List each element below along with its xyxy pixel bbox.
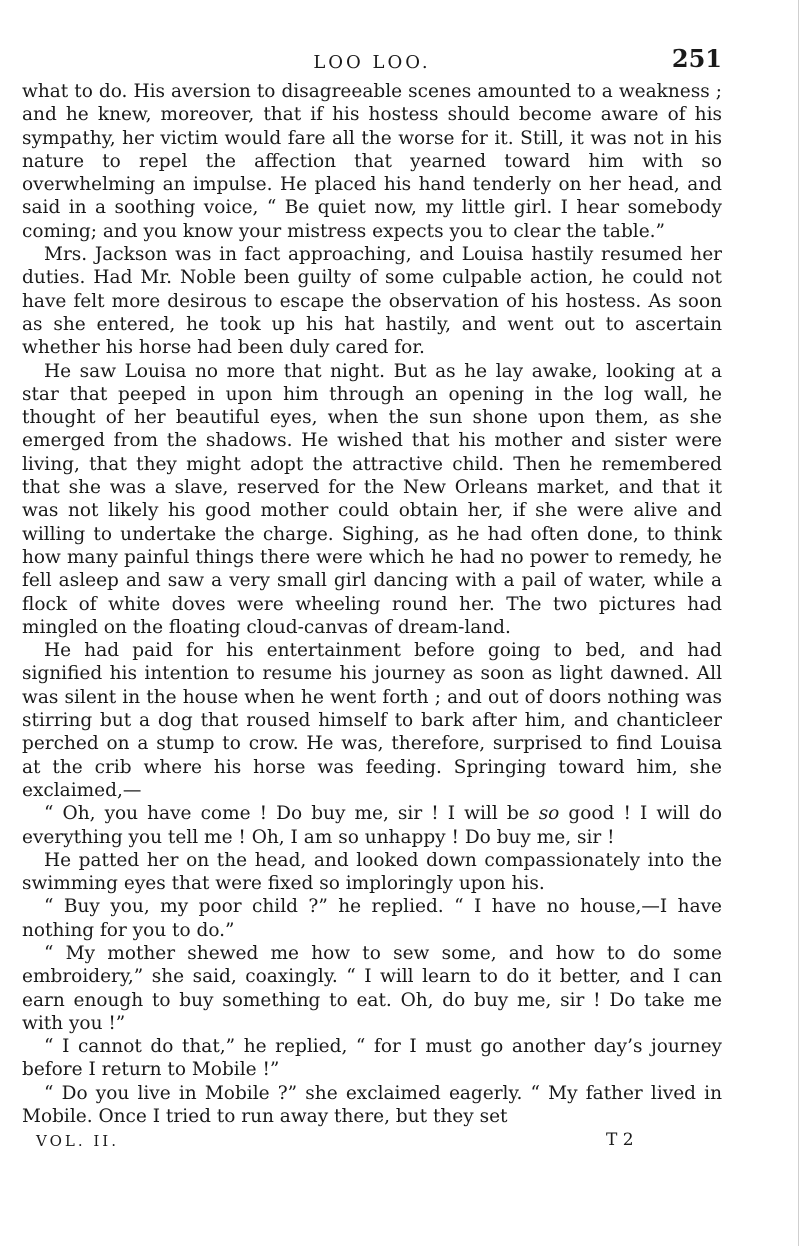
paragraph-2: Mrs. Jackson was in fact approaching, and Louisa hastily resumed her duties. Had Mr. Noble been guilty of some culpable action, he could not have felt more desirous to escape the observation of his hostess. As soon as she entered, he took up his hat hastily, and went out to ascertain whether his horse had been duly cared for. (22, 244, 722, 359)
signature-mark: T 2 (606, 1130, 634, 1151)
running-head (22, 42, 722, 80)
body-text (22, 80, 722, 1128)
page-number: 251 (671, 44, 722, 73)
paragraph-4: He had paid for his entertainment before going to bed, and had signified his intention to resume his journey as soon as light dawned. All was silent in the house when he went forth ; and out of doors nothing was stirring but a dog that roused himself to bark after him, and chanticleer perched on a stump to crow. He was, therefore, surprised to find Louisa at the crib where his horse was feeding. Springing toward him, she exclaimed,— (22, 640, 722, 801)
plea-text-end: good ! I will do everything you tell me ! Oh, I am so unhappy ! Do buy me, sir ! (22, 803, 722, 848)
page-footer (22, 1130, 722, 1154)
paragraph-9: “ I cannot do that,” he replied, “ for I must go another day’s journey before I return to Mobile !” (22, 1036, 722, 1081)
paragraph-7: “ Buy you, my poor child ?” he replied. “ I have no house,—I have nothing for you to do.” (22, 896, 722, 941)
paragraph-plea (22, 802, 722, 849)
volume-label: VOL. II. (36, 1132, 119, 1151)
plea-text-start: “ Oh, you have come ! Do buy me, sir ! I will be (44, 803, 539, 825)
page-edge-line (798, 0, 799, 1246)
book-page (22, 42, 722, 1154)
paragraph-1: what to do. His aversion to disagreeable scenes amounted to a weakness ; and he knew, moreover, that if his hostess should become aware of his sympathy, her victim would fare all the worse for it. Still, it was not in his nature to repel the affection that yearned toward him with so overwhelming an impulse. He placed his hand tenderly on her head, and said in a soothing voice, “ Be quiet now, my little girl. I hear somebody coming; and you know your mistress expects you to clear the table.” (22, 81, 722, 242)
paragraph-10: “ Do you live in Mobile ?” she exclaimed eagerly. “ My father lived in Mobile. Once I tried to run away there, but they set (22, 1082, 722, 1128)
running-title: LOO LOO. (313, 52, 431, 73)
plea-emphasis: so (538, 803, 560, 825)
paragraph-8: “ My mother shewed me how to sew some, and how to do some embroidery,” she said, coaxingly. “ I will learn to do it better, and I can earn enough to buy something to eat. Oh, do buy me, sir ! Do take me with you !” (22, 942, 722, 1034)
paragraph-6: He patted her on the head, and looked down compassionately into the swimming eyes that were fixed so imploringly upon his. (22, 849, 722, 895)
paragraph-3: He saw Louisa no more that night. But as he lay awake, looking at a star that peeped in upon him through an opening in the log wall, he thought of her beautiful eyes, when the sun shone upon them, as she emerged from the shadows. He wished that his mother and sister were living, that they might adopt the attractive child. Then he remembered that she was a slave, reserved for the New Orleans market, and that it was not likely his good mother could obtain her, if she were alive and willing to undertake the charge. Sighing, as he had often done, to think how many painful things there were which he had no power to remedy, he fell asleep and saw a very small girl dancing with a pail of water, while a flock of white doves were wheeling round her. The two pictures had mingled on the floating cloud-canvas of dream-land. (22, 360, 722, 638)
